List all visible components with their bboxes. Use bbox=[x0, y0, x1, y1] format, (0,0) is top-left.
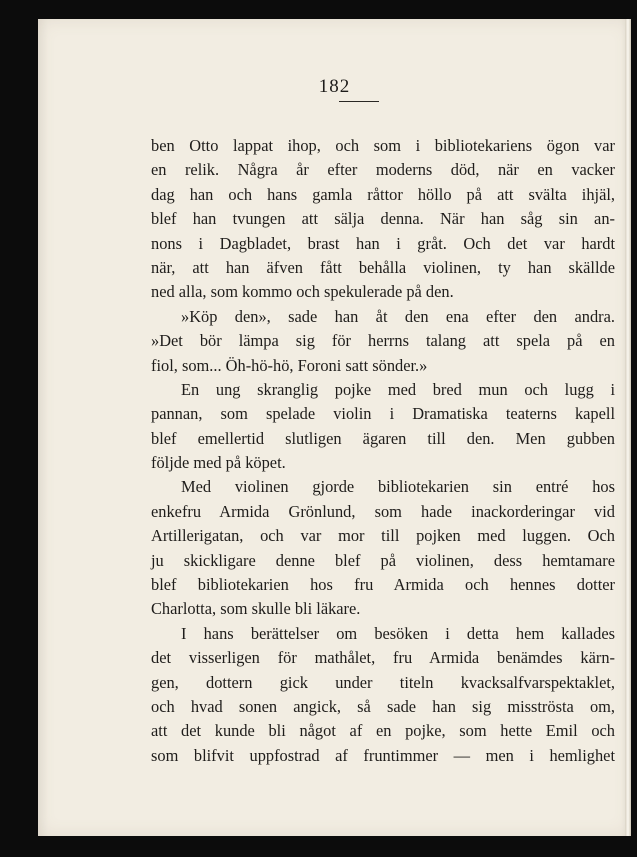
text-line: ned alla, som kommo och spekulerade på den. bbox=[151, 282, 454, 302]
paragraph bbox=[151, 134, 615, 305]
text-line: ju skickligare denne blef på violinen, dess hemtamare bbox=[151, 550, 615, 570]
text-line: det visserligen för mathålet, fru Armida benämdes kärn- bbox=[151, 648, 615, 668]
paragraph bbox=[151, 378, 615, 476]
text-line: I hans berättelser om besöken i detta hem kallades bbox=[181, 623, 615, 643]
page-number: 182 bbox=[318, 76, 351, 97]
paragraph bbox=[151, 622, 615, 768]
page-number-rule bbox=[339, 101, 379, 102]
book-page bbox=[38, 19, 631, 836]
text-line: nons i Dagbladet, brast han i gråt. Och det var hardt bbox=[151, 233, 615, 253]
text-line: Charlotta, som skulle bli läkare. bbox=[151, 599, 361, 619]
text-line: pannan, som spelade violin i Dramatiska teaterns kapell bbox=[151, 404, 615, 424]
text-line: när, att han äfven fått behålla violinen, ty han skällde bbox=[151, 257, 615, 277]
text-line: Artillerigatan, och var mor till pojken med luggen. Och bbox=[151, 526, 615, 546]
text-line: En ung skranglig pojke med bred mun och lugg i bbox=[181, 379, 615, 399]
paragraph bbox=[151, 305, 615, 378]
page-edge bbox=[625, 19, 631, 836]
text-line: en relik. Några år efter moderns död, när en vacker bbox=[151, 160, 615, 180]
text-line: blef bibliotekarien hos fru Armida och hennes dotter bbox=[151, 575, 615, 595]
text-line: enkefru Armida Grönlund, som hade inackorderingar vid bbox=[151, 501, 615, 521]
body-text bbox=[151, 134, 615, 768]
text-line: och hvad sonen angick, så sade han sig misströsta om, bbox=[151, 696, 615, 716]
text-line: följde med på köpet. bbox=[151, 453, 286, 473]
text-line: »Köp den», sade han åt den ena efter den andra. bbox=[181, 306, 615, 326]
text-line: gen, dottern gick under titeln kvacksalfvarspektaklet, bbox=[151, 672, 615, 692]
text-line: »Det bör lämpa sig för herrns talang att spela på en bbox=[151, 331, 615, 351]
text-line: som blifvit uppfostrad af fruntimmer — men i hemlighet bbox=[151, 745, 615, 765]
paragraph bbox=[151, 475, 615, 621]
text-line: blef han tvungen att sälja denna. När han såg sin an- bbox=[151, 209, 615, 229]
text-line: fiol, som... Öh-hö-hö, Foroni satt sönder.» bbox=[151, 355, 428, 375]
text-line: dag han och hans gamla råttor höllo på att svälta ihjäl, bbox=[151, 184, 615, 204]
text-line: att det kunde bli något af en pojke, som hette Emil och bbox=[151, 721, 615, 741]
text-line: blef emellertid slutligen ägaren till den. Men gubben bbox=[151, 428, 615, 448]
text-line: Med violinen gjorde bibliotekarien sin entré hos bbox=[181, 477, 615, 497]
text-line: ben Otto lappat ihop, och som i bibliotekariens ögon var bbox=[151, 136, 615, 155]
